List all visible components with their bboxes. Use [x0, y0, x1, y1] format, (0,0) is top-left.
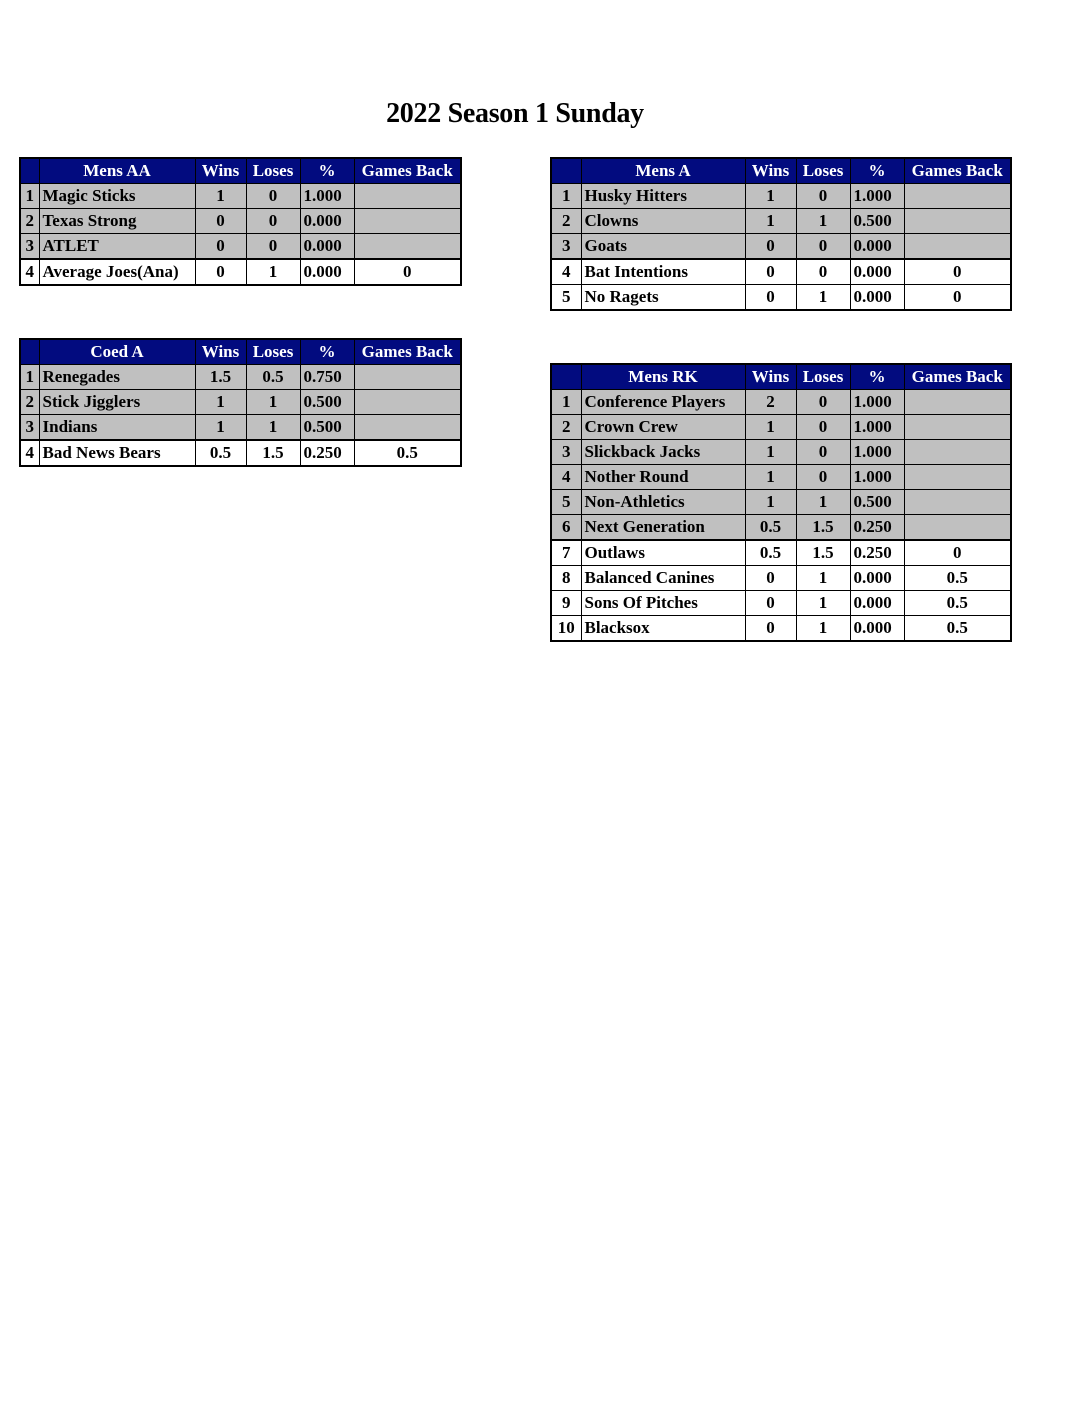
- games-back-cell: [354, 184, 461, 209]
- games-back-cell: [354, 209, 461, 234]
- pct-cell: 0.000: [850, 616, 904, 642]
- pct-cell: 0.000: [300, 209, 354, 234]
- pct-header: %: [850, 158, 904, 184]
- pct-cell: 0.000: [850, 591, 904, 616]
- games-back-header: Games Back: [354, 339, 461, 365]
- rank-header: [551, 158, 581, 184]
- team-name-cell: Non-Athletics: [581, 490, 745, 515]
- wins-cell: 0: [195, 209, 246, 234]
- team-name-cell: Average Joes(Ana): [39, 259, 195, 285]
- wins-cell: 0.5: [195, 440, 246, 466]
- games-back-cell: [354, 415, 461, 441]
- rank-cell: 3: [551, 440, 581, 465]
- games-back-cell: [904, 184, 1011, 209]
- pct-cell: 0.000: [850, 234, 904, 260]
- team-name-cell: Clowns: [581, 209, 745, 234]
- games-back-cell: 0.5: [904, 616, 1011, 642]
- team-name-cell: Indians: [39, 415, 195, 441]
- wins-header: Wins: [745, 364, 796, 390]
- pct-cell: 0.250: [850, 515, 904, 541]
- pct-cell: 0.000: [850, 566, 904, 591]
- rank-cell: 10: [551, 616, 581, 642]
- loses-cell: 1: [246, 390, 300, 415]
- games-back-cell: [904, 415, 1011, 440]
- team-name-cell: Conference Players: [581, 390, 745, 415]
- rank-header: [551, 364, 581, 390]
- rank-cell: 4: [20, 259, 39, 285]
- games-back-cell: [354, 365, 461, 390]
- rank-cell: 7: [551, 540, 581, 566]
- team-name-cell: Texas Strong: [39, 209, 195, 234]
- wins-cell: 1: [745, 465, 796, 490]
- team-name-cell: Next Generation: [581, 515, 745, 541]
- wins-header: Wins: [195, 339, 246, 365]
- wins-cell: 1: [745, 490, 796, 515]
- loses-cell: 0: [796, 234, 850, 260]
- header-row: [20, 339, 461, 365]
- pct-cell: 1.000: [850, 415, 904, 440]
- rank-cell: 2: [551, 209, 581, 234]
- wins-cell: 0: [745, 259, 796, 285]
- team-name-cell: No Ragets: [581, 285, 745, 311]
- table-row: [20, 390, 461, 415]
- rank-cell: 9: [551, 591, 581, 616]
- rank-cell: 1: [20, 365, 39, 390]
- mens-rk-standings-table: [550, 363, 1012, 642]
- team-name-cell: ATLET: [39, 234, 195, 260]
- pct-cell: 0.500: [300, 390, 354, 415]
- loses-header: Loses: [246, 158, 300, 184]
- loses-cell: 1: [246, 415, 300, 441]
- loses-cell: 0: [796, 465, 850, 490]
- wins-cell: 0: [745, 234, 796, 260]
- loses-header: Loses: [796, 364, 850, 390]
- wins-header: Wins: [195, 158, 246, 184]
- rank-cell: 8: [551, 566, 581, 591]
- wins-cell: 1: [745, 440, 796, 465]
- wins-cell: 0: [195, 234, 246, 260]
- team-name-cell: Sons Of Pitches: [581, 591, 745, 616]
- table-row: [551, 591, 1011, 616]
- games-back-cell: [904, 209, 1011, 234]
- rank-cell: 2: [551, 415, 581, 440]
- team-name-cell: Blacksox: [581, 616, 745, 642]
- team-name-cell: Bad News Bears: [39, 440, 195, 466]
- games-back-cell: [904, 440, 1011, 465]
- table-row: [551, 440, 1011, 465]
- games-back-cell: [904, 390, 1011, 415]
- rank-cell: 4: [551, 465, 581, 490]
- games-back-header: Games Back: [904, 364, 1011, 390]
- wins-cell: 0: [195, 259, 246, 285]
- loses-cell: 1: [796, 490, 850, 515]
- wins-cell: 0: [745, 285, 796, 311]
- loses-cell: 0: [796, 390, 850, 415]
- rank-cell: 2: [20, 390, 39, 415]
- games-back-cell: [904, 515, 1011, 541]
- pct-cell: 0.000: [850, 285, 904, 311]
- pct-cell: 1.000: [850, 440, 904, 465]
- loses-cell: 1: [796, 591, 850, 616]
- rank-cell: 3: [20, 415, 39, 441]
- table-row: [551, 566, 1011, 591]
- team-name-cell: Outlaws: [581, 540, 745, 566]
- rank-cell: 3: [551, 234, 581, 260]
- coed-a-standings-table: [19, 338, 462, 467]
- mens-aa-standings-table: [19, 157, 462, 286]
- wins-cell: 1: [195, 415, 246, 441]
- rank-cell: 3: [20, 234, 39, 260]
- rank-cell: 1: [551, 184, 581, 209]
- team-name-cell: Balanced Canines: [581, 566, 745, 591]
- games-back-cell: 0: [904, 540, 1011, 566]
- page-title: 2022 Season 1 Sunday: [386, 98, 644, 129]
- wins-cell: 1: [195, 184, 246, 209]
- rank-header: [20, 158, 39, 184]
- table-row: [20, 440, 461, 466]
- games-back-header: Games Back: [354, 158, 461, 184]
- rank-cell: 1: [551, 390, 581, 415]
- table-row: [551, 515, 1011, 541]
- pct-cell: 1.000: [300, 184, 354, 209]
- header-row: [551, 364, 1011, 390]
- loses-cell: 0: [246, 234, 300, 260]
- loses-cell: 0: [796, 415, 850, 440]
- loses-cell: 1: [796, 566, 850, 591]
- loses-cell: 1: [796, 616, 850, 642]
- table-row: [551, 465, 1011, 490]
- team-name-cell: Renegades: [39, 365, 195, 390]
- games-back-cell: [904, 490, 1011, 515]
- loses-cell: 0: [246, 184, 300, 209]
- wins-cell: 2: [745, 390, 796, 415]
- pct-header: %: [300, 339, 354, 365]
- rank-cell: 4: [20, 440, 39, 466]
- games-back-header: Games Back: [904, 158, 1011, 184]
- team-name-cell: Slickback Jacks: [581, 440, 745, 465]
- team-name-cell: Stick Jigglers: [39, 390, 195, 415]
- pct-cell: 0.250: [300, 440, 354, 466]
- loses-cell: 1.5: [796, 540, 850, 566]
- team-name-cell: Bat Intentions: [581, 259, 745, 285]
- wins-cell: 0.5: [745, 515, 796, 541]
- team-name-cell: Crown Crew: [581, 415, 745, 440]
- table-row: [551, 390, 1011, 415]
- rank-header: [20, 339, 39, 365]
- mens-a-standings-table: [550, 157, 1012, 311]
- team-name-cell: Nother Round: [581, 465, 745, 490]
- wins-header: Wins: [745, 158, 796, 184]
- wins-cell: 1: [745, 184, 796, 209]
- table-row: [551, 209, 1011, 234]
- header-row: [551, 158, 1011, 184]
- table-row: [551, 285, 1011, 311]
- games-back-cell: 0.5: [904, 591, 1011, 616]
- pct-cell: 0.750: [300, 365, 354, 390]
- loses-cell: 1: [796, 285, 850, 311]
- pct-header: %: [850, 364, 904, 390]
- pct-cell: 1.000: [850, 184, 904, 209]
- rank-cell: 5: [551, 285, 581, 311]
- games-back-cell: [354, 234, 461, 260]
- table-row: [20, 365, 461, 390]
- loses-cell: 0: [796, 440, 850, 465]
- table-row: [551, 616, 1011, 642]
- header-row: [20, 158, 461, 184]
- loses-cell: 0: [796, 184, 850, 209]
- wins-cell: 1: [745, 415, 796, 440]
- rank-cell: 6: [551, 515, 581, 541]
- loses-cell: 1: [246, 259, 300, 285]
- pct-cell: 0.500: [850, 209, 904, 234]
- wins-cell: 1: [745, 209, 796, 234]
- games-back-cell: 0: [904, 259, 1011, 285]
- pct-cell: 0.500: [300, 415, 354, 441]
- division-header: Mens RK: [581, 364, 745, 390]
- table-row: [551, 259, 1011, 285]
- rank-cell: 5: [551, 490, 581, 515]
- loses-cell: 1: [796, 209, 850, 234]
- pct-cell: 0.000: [300, 259, 354, 285]
- pct-cell: 1.000: [850, 390, 904, 415]
- division-header: Mens AA: [39, 158, 195, 184]
- wins-cell: 1: [195, 390, 246, 415]
- table-row: [20, 184, 461, 209]
- pct-cell: 0.000: [850, 259, 904, 285]
- wins-cell: 0: [745, 566, 796, 591]
- pct-cell: 0.000: [300, 234, 354, 260]
- games-back-cell: 0.5: [904, 566, 1011, 591]
- table-row: [551, 415, 1011, 440]
- table-row: [20, 209, 461, 234]
- team-name-cell: Goats: [581, 234, 745, 260]
- team-name-cell: Husky Hitters: [581, 184, 745, 209]
- loses-header: Loses: [796, 158, 850, 184]
- loses-cell: 1.5: [796, 515, 850, 541]
- pct-cell: 0.250: [850, 540, 904, 566]
- division-header: Mens A: [581, 158, 745, 184]
- games-back-cell: [904, 234, 1011, 260]
- wins-cell: 0: [745, 591, 796, 616]
- table-row: [551, 184, 1011, 209]
- rank-cell: 4: [551, 259, 581, 285]
- table-row: [551, 490, 1011, 515]
- loses-cell: 0: [796, 259, 850, 285]
- division-header: Coed A: [39, 339, 195, 365]
- table-row: [20, 415, 461, 441]
- rank-cell: 1: [20, 184, 39, 209]
- rank-cell: 2: [20, 209, 39, 234]
- table-row: [551, 540, 1011, 566]
- wins-cell: 1.5: [195, 365, 246, 390]
- pct-header: %: [300, 158, 354, 184]
- pct-cell: 1.000: [850, 465, 904, 490]
- games-back-cell: 0: [904, 285, 1011, 311]
- table-row: [20, 259, 461, 285]
- loses-header: Loses: [246, 339, 300, 365]
- wins-cell: 0.5: [745, 540, 796, 566]
- wins-cell: 0: [745, 616, 796, 642]
- table-row: [20, 234, 461, 260]
- team-name-cell: Magic Sticks: [39, 184, 195, 209]
- loses-cell: 0: [246, 209, 300, 234]
- table-row: [551, 234, 1011, 260]
- loses-cell: 1.5: [246, 440, 300, 466]
- games-back-cell: [904, 465, 1011, 490]
- games-back-cell: [354, 390, 461, 415]
- pct-cell: 0.500: [850, 490, 904, 515]
- games-back-cell: 0: [354, 259, 461, 285]
- loses-cell: 0.5: [246, 365, 300, 390]
- games-back-cell: 0.5: [354, 440, 461, 466]
